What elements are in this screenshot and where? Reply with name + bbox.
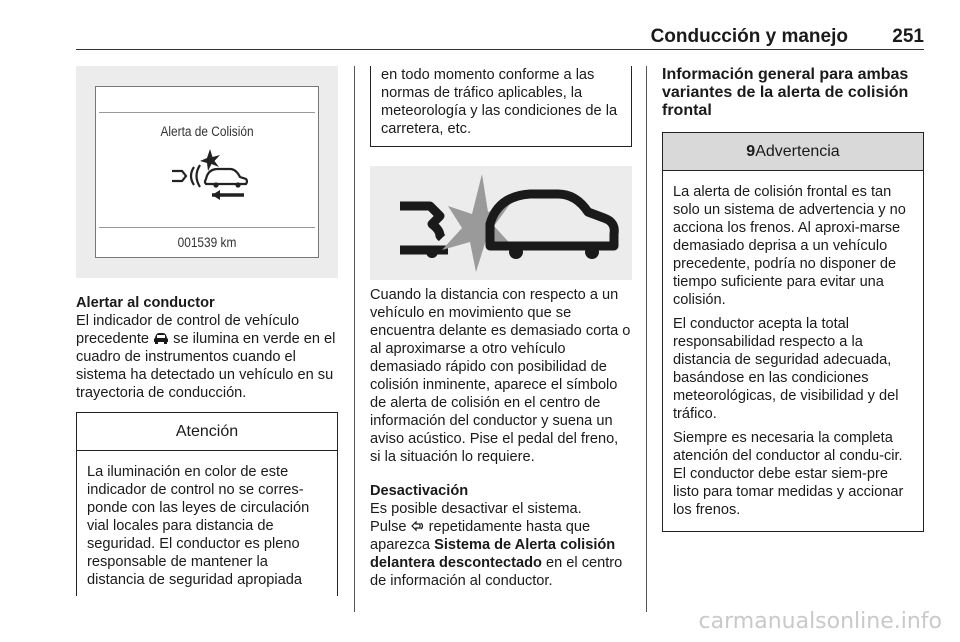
screen-divider <box>99 112 315 113</box>
column-divider <box>646 66 647 612</box>
watermark: carmanualsonline.info <box>698 609 942 634</box>
steering-wheel-button-icon <box>411 520 425 532</box>
header-rule <box>76 49 924 50</box>
warning-symbol-icon: 9 <box>746 143 756 160</box>
warning-paragraph: Siempre es necesaria la completa atención del conductor al condu-cir. El conductor debe estar siem-pre listo para tomar medidas y accionar los frenos. <box>673 430 904 518</box>
odometer-readout: 001539 km <box>177 235 237 250</box>
column-divider <box>354 66 355 612</box>
caution-box-continued-text: en todo momento conforme a las normas de tráfico aplicables, la meteorología y las condiciones de la carretera, etc. <box>381 67 618 137</box>
warning-box <box>662 132 924 532</box>
screen-title: Alerta de Colisión <box>160 124 254 139</box>
warning-paragraph: La alerta de colisión frontal es tan solo un sistema de advertencia y no acciona los frenos. Al aproxi-marse demasiado deprisa a un vehículo precedente, podría no disponer de tiempo suficiente para evitar una colisión. <box>673 184 906 308</box>
caution-box-title: Atención <box>77 413 337 451</box>
alert-driver-paragraph: El indicador de control de vehículo precedente se ilumina en verde en el cuadro de instrumentos cuando el sistema ha detectado un vehículo en su trayectoria de conducción. <box>76 313 336 401</box>
subheading-deactivation: Desactivación <box>370 483 469 499</box>
vehicle-ahead-icon <box>153 332 169 344</box>
collision-warning-paragraph: Cuando la distancia con respecto a un vehículo en movimiento que se encuentra delante es demasiado corta o al aproximarse a otro vehículo demasiado rápido con posibilidad de colisión inminente, aparece el símbolo de alerta de colisión en el centro de información del conductor y suena un aviso acústico. Pise el pedal del freno, si la situación lo requiere. <box>370 287 631 465</box>
caution-box-text: La iluminación en color de este indicador de control no se corres-ponde con las leyes de circulación vial locales para distancia de seguridad. El conductor es pleno responsable de mantener la distancia de seguridad apropiada <box>87 464 310 588</box>
page-number: 251 <box>892 26 924 47</box>
section-heading: Información general para ambas variantes de la alerta de colisión frontal <box>662 66 909 119</box>
subheading-alert-driver: Alertar al conductor <box>76 295 215 311</box>
column-3 <box>662 66 924 532</box>
collision-illustration <box>370 166 632 280</box>
caution-box <box>76 412 338 596</box>
screen-divider <box>99 227 315 228</box>
warning-paragraph: El conductor acepta la total responsabilidad respecto a la distancia de seguridad adecuada, basándose en las condiciones meteorológicas, de visibilidad y del tráfico. <box>673 316 899 422</box>
driver-info-screen <box>95 86 319 258</box>
collision-alert-icon <box>166 149 252 205</box>
column-2 <box>370 66 632 589</box>
deactivation-paragraph: Es posible desactivar el sistema. Pulse repetidamente hasta que aparezca Sistema de Alerta colisión delantera descontectado en el centro de información al conductor. <box>370 501 623 589</box>
instrument-display-figure <box>76 66 338 278</box>
warning-box-header <box>663 133 923 171</box>
warning-box-title: Advertencia <box>755 143 840 160</box>
section-title: Conducción y manejo <box>650 26 848 47</box>
caution-box-continued <box>370 66 632 147</box>
